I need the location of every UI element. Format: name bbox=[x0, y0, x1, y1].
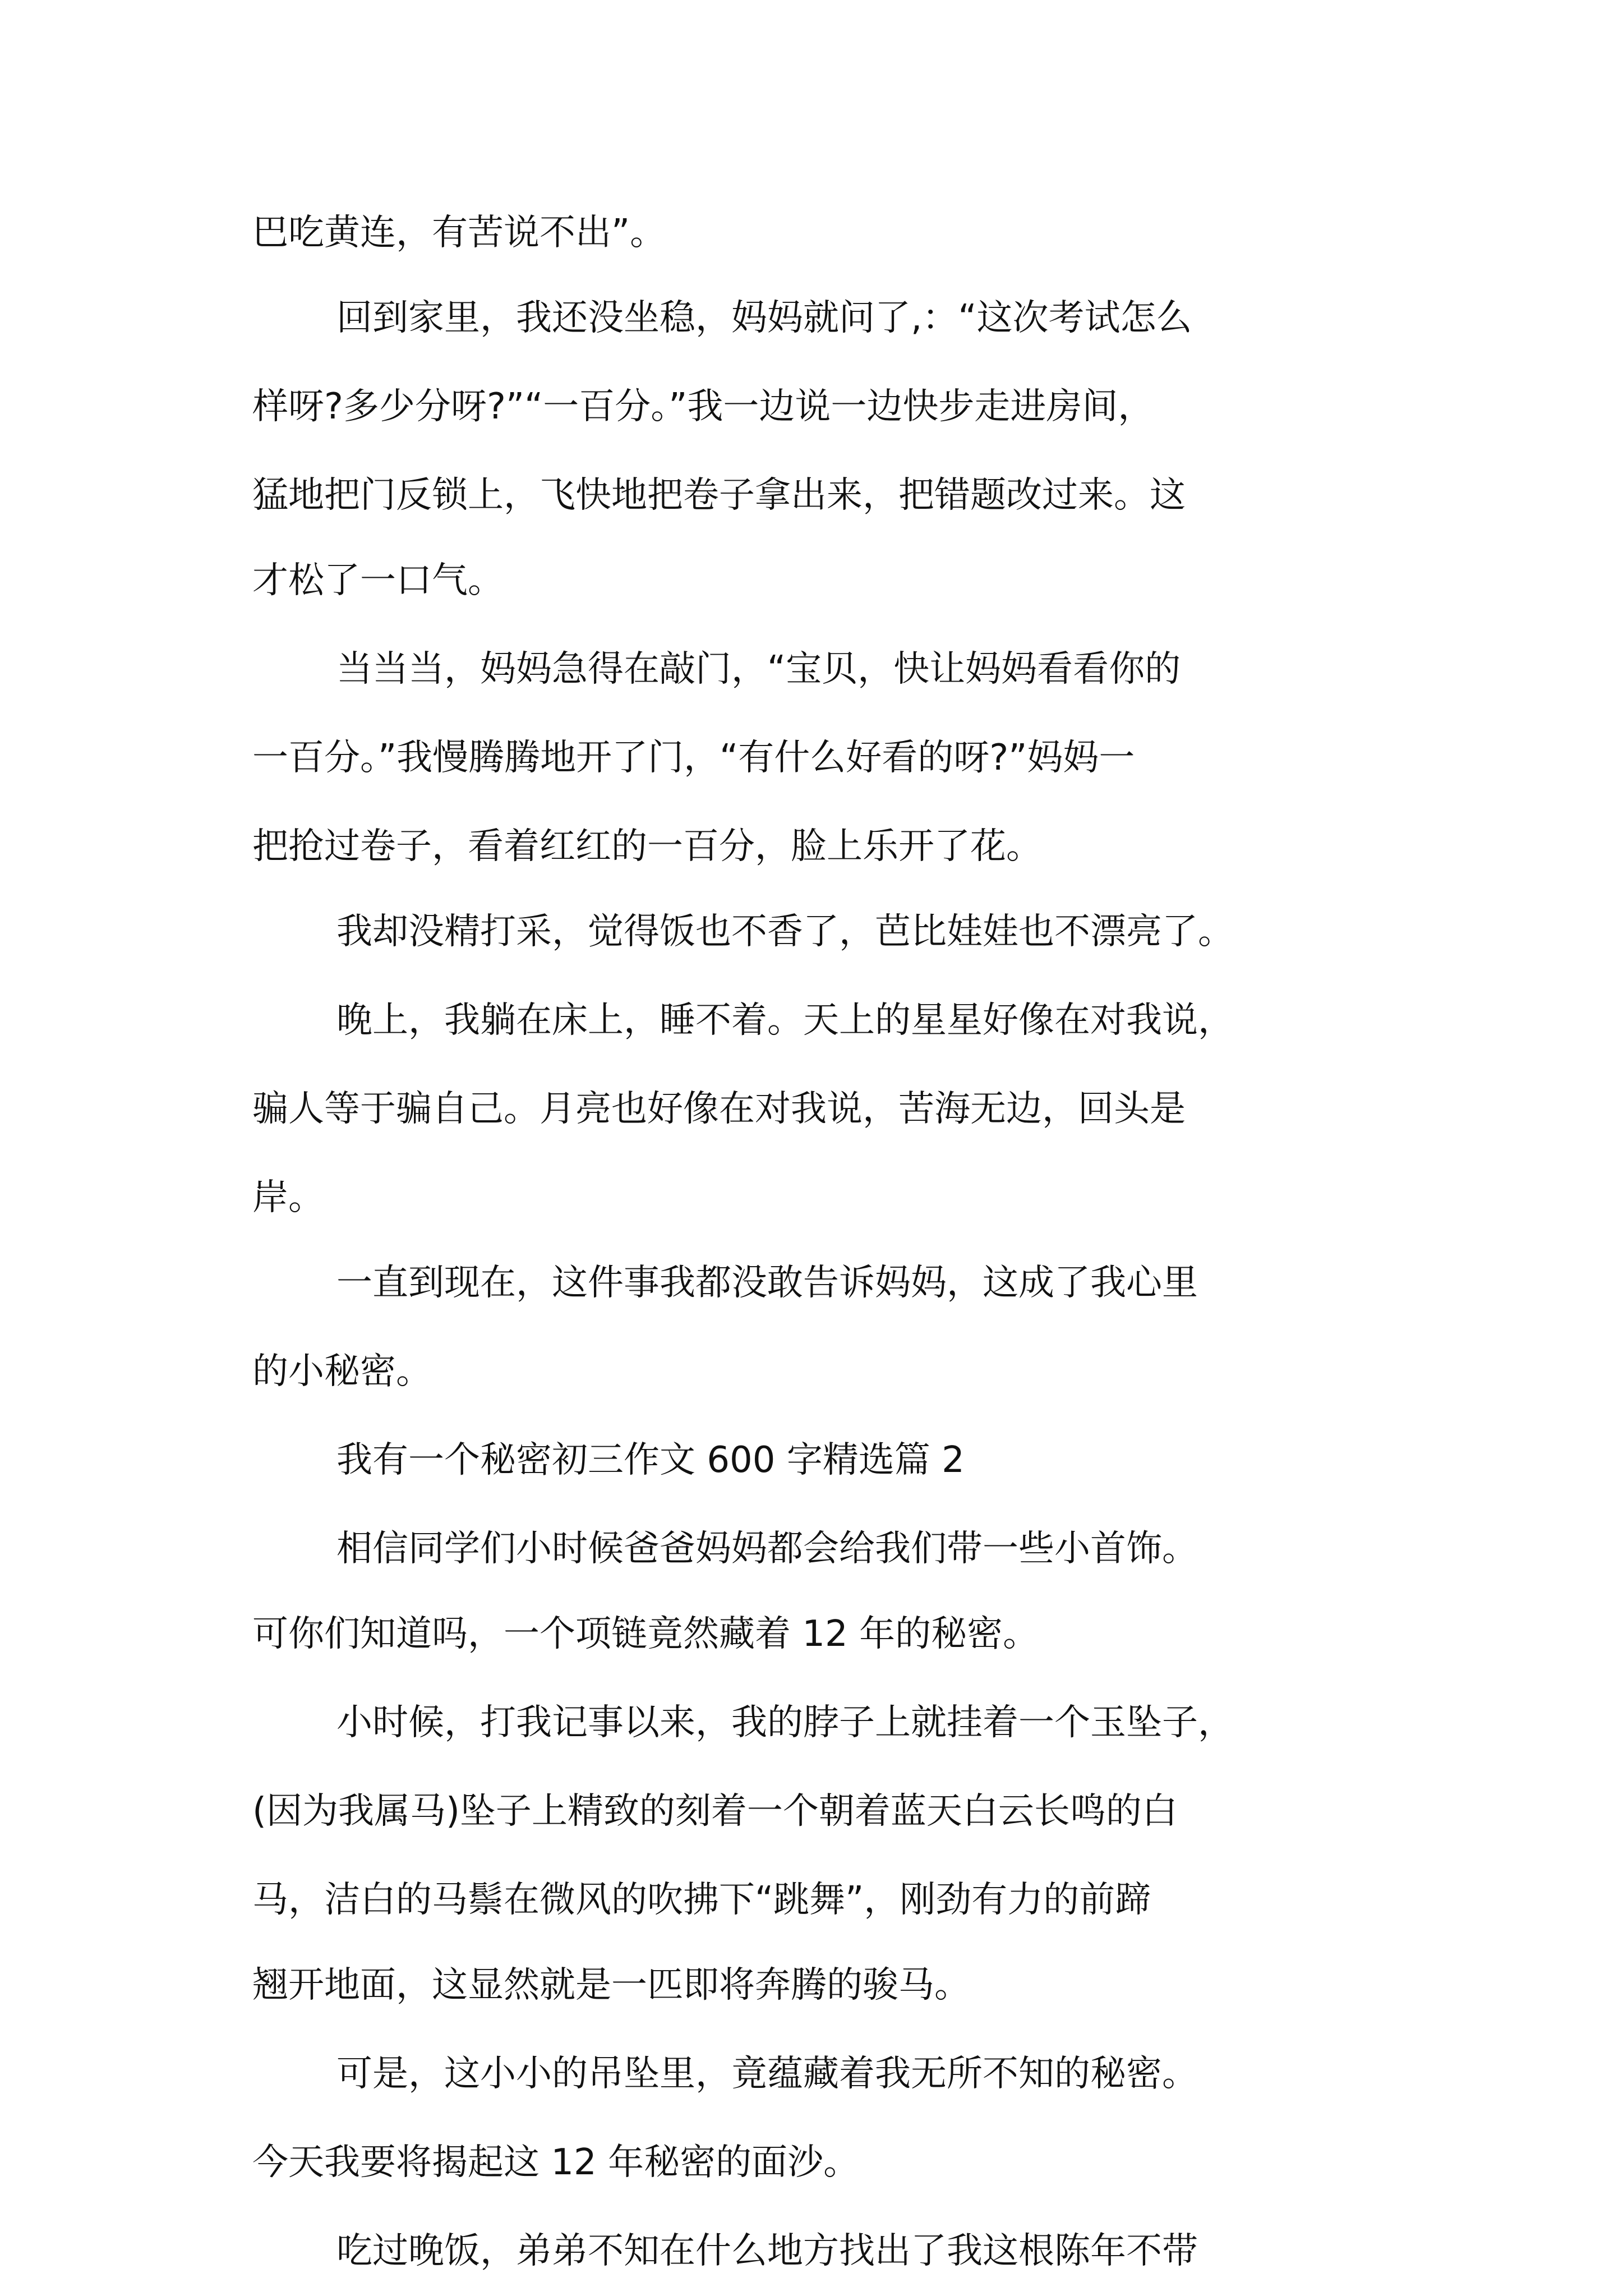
text-line-16: 相信同学们小时候爸爸妈妈都会给我们带一些小首饰。 bbox=[336, 1528, 1198, 1570]
section-heading: 我有一个秘密初三作文 600 字精选篇 2 bbox=[336, 1439, 965, 1481]
text-line-4: 猛地把门反锁上，飞快地把卷子拿出来，把错题改过来。这 bbox=[252, 475, 1186, 516]
text-line-19: (因为我属马)坠子上精致的刻着一个朝着蓝天白云长鸣的白 bbox=[252, 1791, 1178, 1832]
text-line-18: 小时候，打我记事以来，我的脖子上就挂着一个玉坠子， bbox=[336, 1702, 1234, 1743]
text-line-9: 我却没精打采，觉得饭也不香了，芭比娃娃也不漂亮了。 bbox=[336, 911, 1234, 953]
text-line-24: 吃过晚饭，弟弟不知在什么地方找出了我这根陈年不带 bbox=[336, 2230, 1198, 2272]
text-line-1: 巴吃黄连，有苦说不出”。 bbox=[252, 212, 666, 254]
text-line-23: 今天我要将揭起这 12 年秘密的面沙。 bbox=[252, 2142, 860, 2183]
text-line-20: 马，洁白的马鬃在微风的吹拂下“跳舞”，刚劲有力的前蹄 bbox=[252, 1879, 1151, 1921]
text-line-7: 一百分。”我慢腾腾地开了门，“有什么好看的呀?”妈妈一 bbox=[252, 737, 1135, 779]
text-line-3: 样呀?多少分呀?”“一百分。”我一边说一边快步走进房间， bbox=[252, 386, 1154, 427]
text-line-13: 一直到现在，这件事我都没敢告诉妈妈，这成了我心里 bbox=[336, 1262, 1198, 1304]
text-line-6: 当当当，妈妈急得在敲门，“宝贝，快让妈妈看看你的 bbox=[336, 648, 1181, 690]
text-line-10: 晚上，我躺在床上，睡不着。天上的星星好像在对我说， bbox=[336, 1000, 1234, 1041]
text-line-12: 岸。 bbox=[252, 1177, 324, 1218]
text-line-5: 才松了一口气。 bbox=[252, 560, 504, 601]
text-line-8: 把抢过卷子，看着红红的一百分，脸上乐开了花。 bbox=[252, 826, 1042, 867]
text-line-14: 的小秘密。 bbox=[252, 1351, 432, 1392]
text-line-21: 翘开地面，这显然就是一匹即将奔腾的骏马。 bbox=[252, 1964, 970, 2006]
text-line-2: 回到家里，我还没坐稳，妈妈就问了,：“这次考试怎么 bbox=[336, 297, 1192, 339]
text-line-22: 可是，这小小的吊坠里，竟蕴藏着我无所不知的秘密。 bbox=[336, 2053, 1198, 2095]
text-line-17: 可你们知道吗，一个项链竟然藏着 12 年的秘密。 bbox=[252, 1613, 1039, 1655]
text-line-11: 骗人等于骗自己。月亮也好像在对我说，苦海无边，回头是 bbox=[252, 1088, 1186, 1130]
